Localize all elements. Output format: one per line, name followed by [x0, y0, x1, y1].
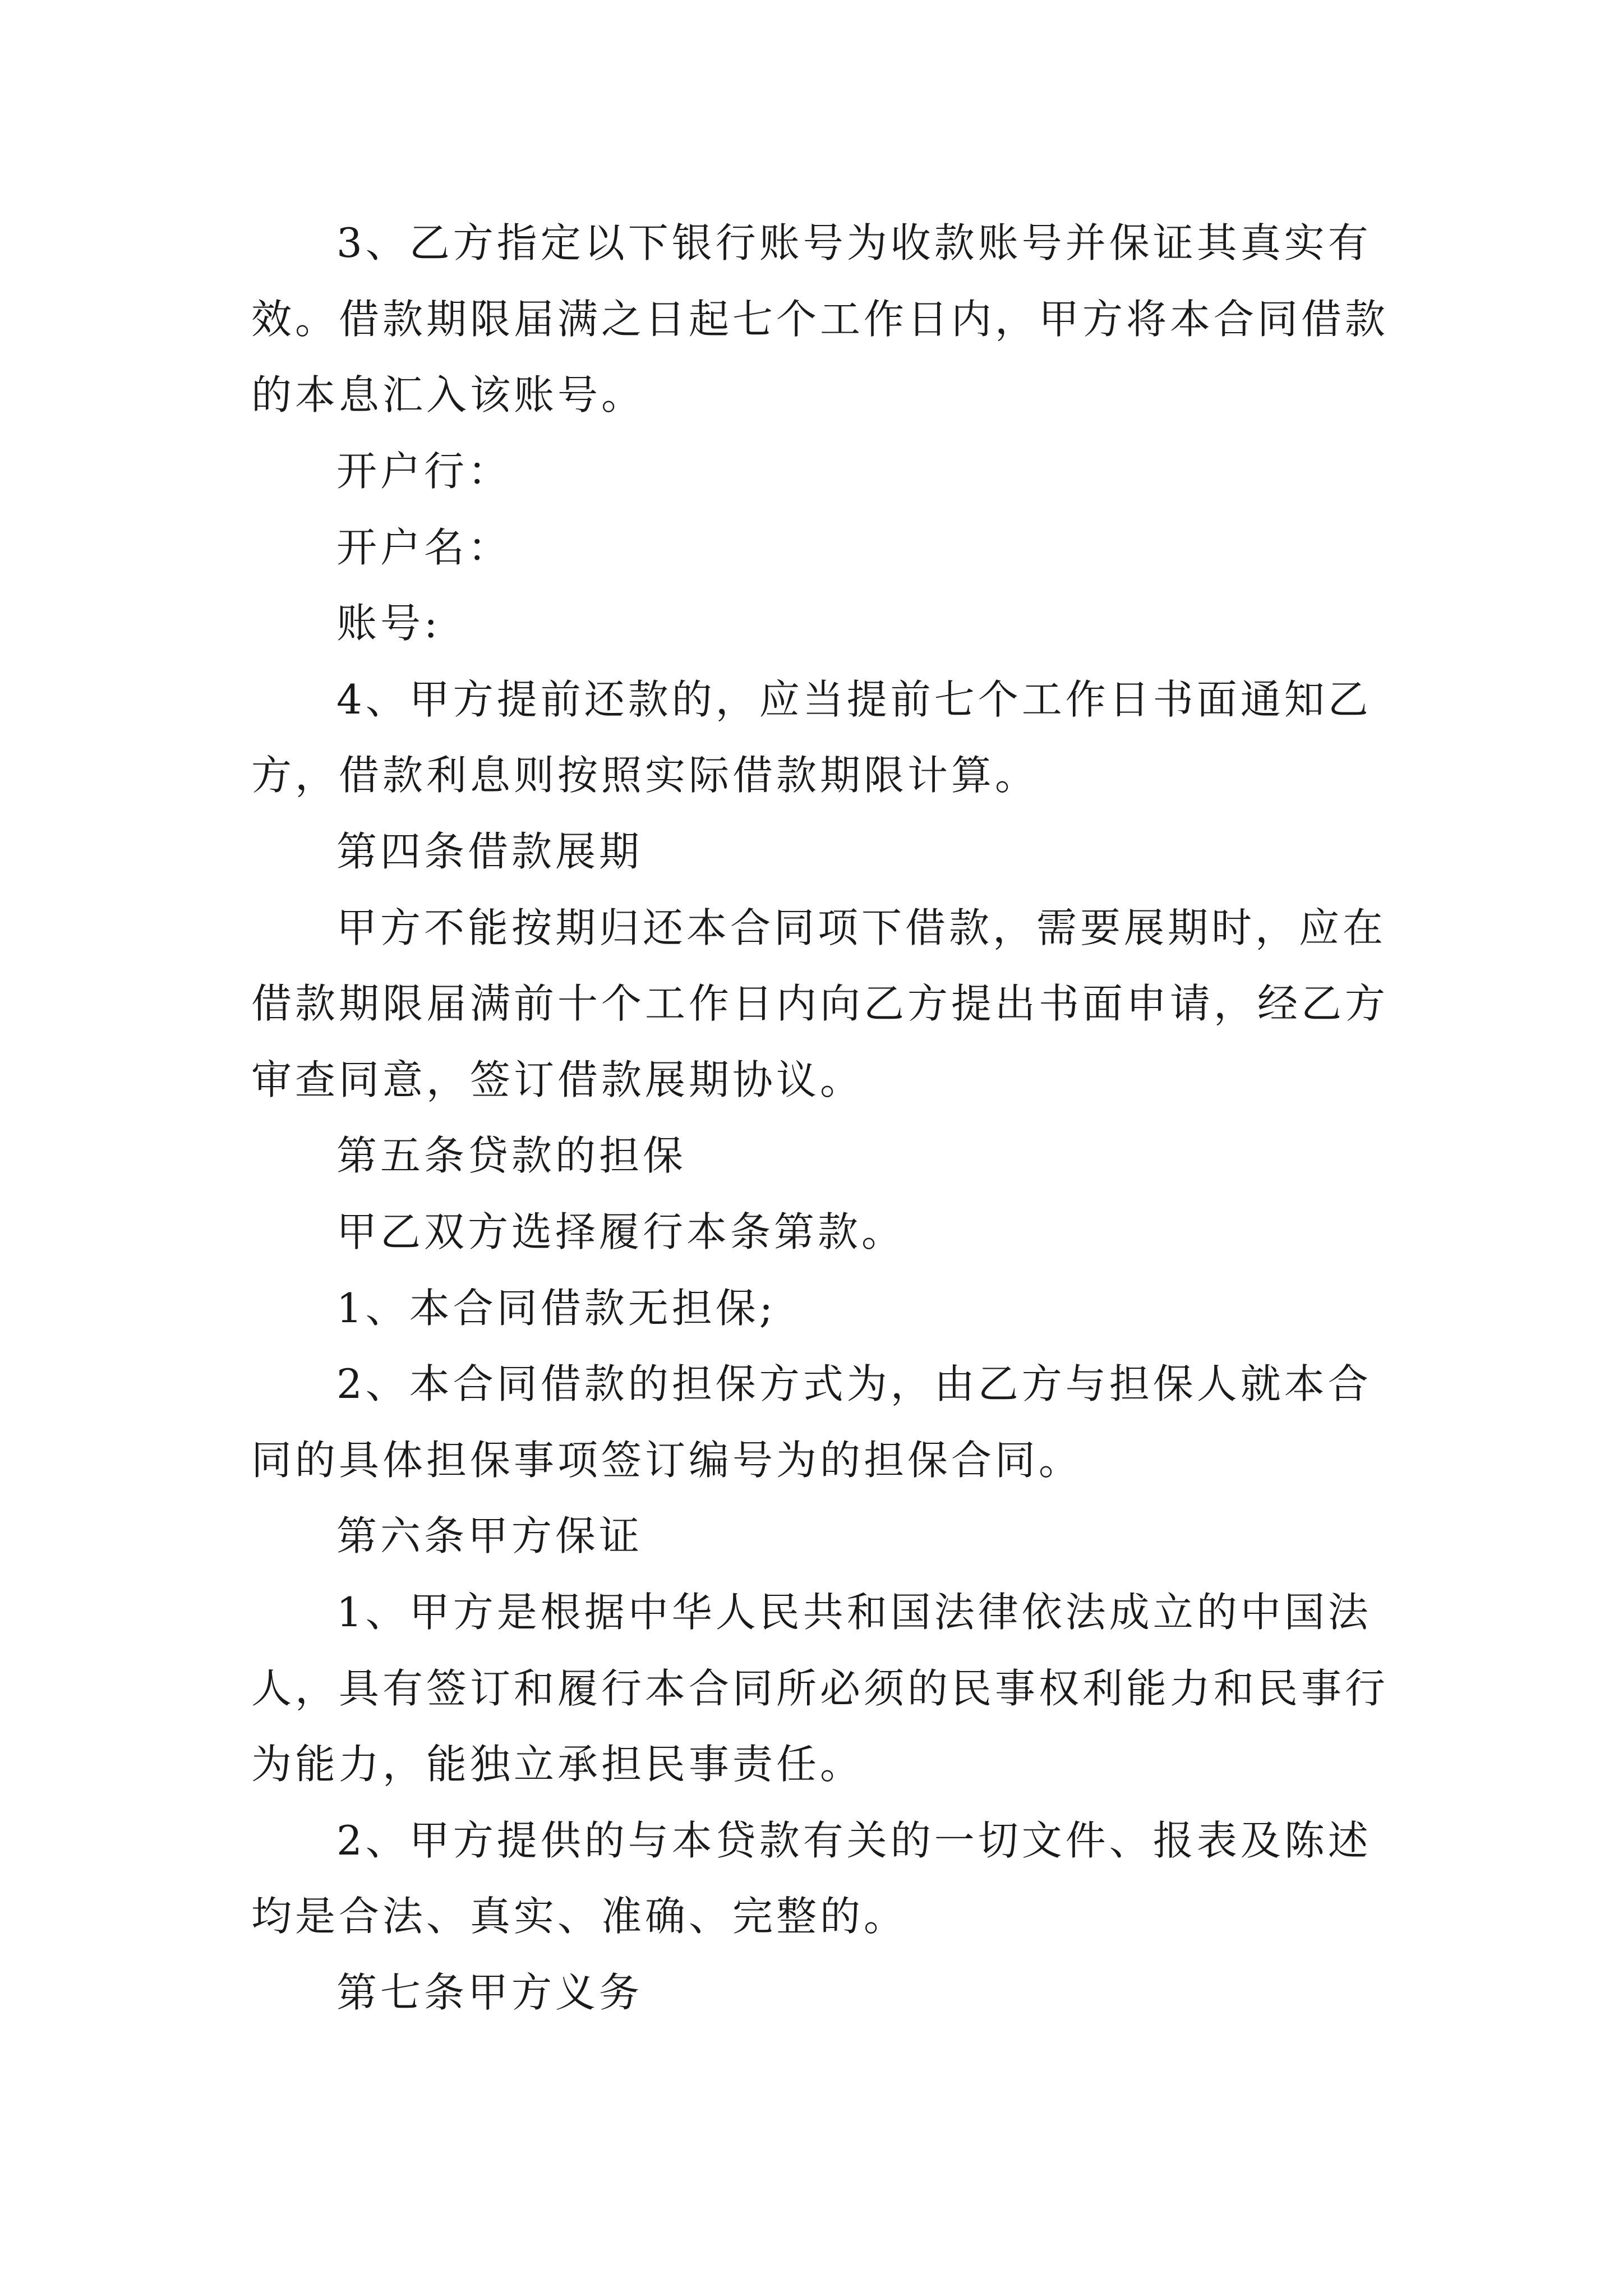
article-6-item-1-line-2: 人，具有签订和履行本合同所必须的民事权利能力和民事行 — [251, 1665, 1389, 1712]
article-5-item-2-line-1: 2、本合同借款的担保方式为，由乙方与担保人就本合 — [336, 1360, 1372, 1407]
article-6-heading: 第六条甲方保证 — [336, 1512, 643, 1559]
bank-name-label: 开户行： — [336, 448, 512, 495]
account-name-label: 开户名： — [336, 524, 512, 571]
article-4-para-line-1: 甲方不能按期归还本合同项下借款，需要展期时，应在 — [336, 904, 1387, 951]
clause-4-line-1: 4、甲方提前还款的，应当提前七个工作日书面通知乙 — [336, 676, 1372, 723]
article-6-item-2-line-1: 2、甲方提供的与本贷款有关的一切文件、报表及陈述 — [336, 1817, 1372, 1864]
clause-3-line-3: 的本息汇入该账号。 — [251, 371, 645, 418]
article-6-item-1-line-1: 1、甲方是根据中华人民共和国法律依法成立的中国法 — [336, 1589, 1372, 1636]
article-4-para-line-2: 借款期限届满前十个工作日内向乙方提出书面申请，经乙方 — [251, 980, 1389, 1027]
clause-3-line-1: 3、乙方指定以下银行账号为收款账号并保证其真实有 — [336, 219, 1372, 266]
account-number-label: 账号: — [336, 600, 441, 647]
article-4-heading: 第四条借款展期 — [336, 828, 643, 875]
article-6-item-1-line-3: 为能力，能独立承担民事责任。 — [251, 1741, 864, 1788]
article-5-item-2-line-2: 同的具体担保事项签订编号为的担保合同。 — [251, 1437, 1083, 1484]
article-5-para: 甲乙双方选择履行本条第款。 — [336, 1208, 906, 1255]
clause-4-line-2: 方，借款利息则按照实际借款期限计算。 — [251, 752, 1039, 799]
article-6-item-2-line-2: 均是合法、真实、准确、完整的。 — [251, 1893, 908, 1940]
clause-3-line-2: 效。借款期限届满之日起七个工作日内，甲方将本合同借款 — [251, 296, 1389, 343]
article-5-item-1: 1、本合同借款无担保; — [336, 1285, 777, 1332]
article-7-heading: 第七条甲方义务 — [336, 1969, 643, 2016]
article-4-para-line-3: 审查同意，签订借款展期协议。 — [251, 1056, 864, 1103]
article-5-heading: 第五条贷款的担保 — [336, 1132, 687, 1179]
